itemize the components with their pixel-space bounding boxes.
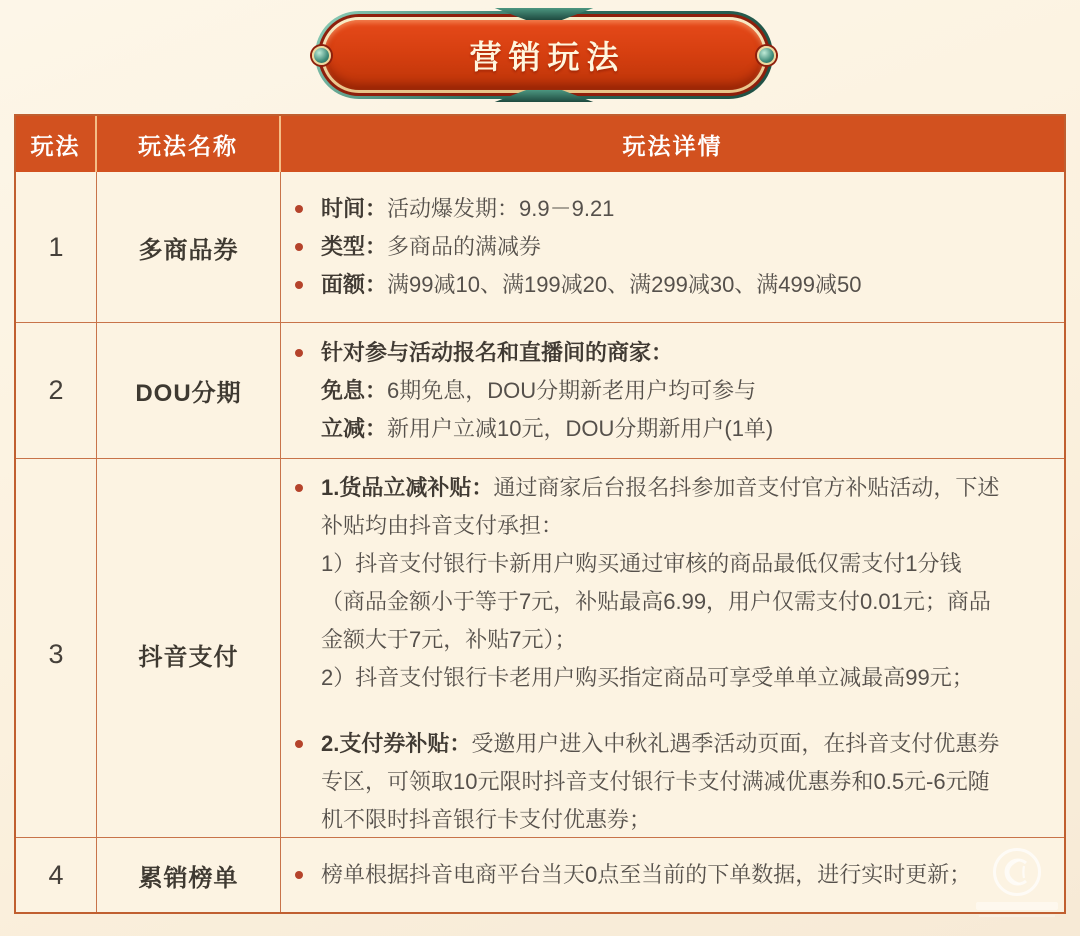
detail-value: 6期免息，DOU分期新老用户均可参与 [387,377,757,403]
table-header-row [16,116,1064,172]
bullet-spacer [295,372,321,410]
detail-text [321,228,1002,266]
detail-paragraph [295,545,1002,659]
watermark [974,848,1060,910]
bullet-dot-icon [295,856,321,894]
detail-text [321,190,1002,228]
table-row [16,172,1064,323]
detail-value: 榜单根据抖音电商平台当天0点至当前的下单数据，进行实时更新； [321,862,972,887]
bullet-dot-icon [295,469,321,545]
detail-text [321,469,1002,545]
detail-label: 面额： [321,272,388,297]
detail-label: 1.货品立减补贴： [321,475,494,500]
bullet-dot-icon [295,871,303,879]
detail-label: 类型： [321,234,388,259]
detail-label: 时间： [321,196,388,221]
bullet-dot-icon [295,334,321,372]
watermark-caption [976,902,1058,910]
table-body [16,172,1064,912]
play-detail [281,323,1064,458]
detail-value: 2）抖音支付银行卡老用户购买指定商品可享受单单立减最高99元； [321,665,974,690]
bullet-dot-icon [295,281,303,289]
row-number: 4 [16,838,97,912]
play-detail [281,459,1064,849]
banner [318,14,770,96]
detail-paragraph [295,856,1002,894]
bullet-dot-icon [295,349,303,357]
play-detail [281,172,1064,322]
row-number: 2 [16,323,97,458]
detail-text [321,725,1002,839]
detail-value: 多商品的满减券 [387,234,542,259]
detail-text [321,410,1002,448]
bullet-dot-icon [295,266,321,304]
row-number: 1 [16,172,97,322]
detail-paragraph [295,372,1002,410]
detail-value: 满99减10、满199减20、满299减30、满499减50 [387,272,862,297]
bullet-dot-icon [295,228,321,266]
detail-value: 受邀用户进入中秋礼遇季活动页面，在抖音支付优惠券专区，可领取10元限时抖音支付银行卡支付满减优惠券和0.5元-6元随机不限时抖音银行卡支付优惠券； [321,731,1000,832]
header-cell-playtype: 玩法 [16,116,97,172]
bullet-dot-icon [295,484,303,492]
detail-label: 2.支付券补贴： [321,731,472,756]
detail-paragraph [295,266,1002,304]
table-row [16,323,1064,459]
bullet-dot-icon [295,725,321,839]
detail-text [321,372,1002,410]
bullet-dot-icon [295,205,303,213]
globe-watermark-icon [993,848,1041,896]
detail-label: 针对参与活动报名和直播间的商家： [321,339,674,365]
detail-label: 立减： [321,415,388,441]
bullet-spacer [295,410,321,448]
detail-text [321,334,1002,372]
detail-value: 活动爆发期：9.9－9.21 [387,196,615,221]
detail-paragraph [295,469,1002,545]
bullet-dot-icon [295,740,303,748]
bullet-dot-icon [295,190,321,228]
detail-paragraph [295,228,1002,266]
table-row [16,838,1064,912]
detail-paragraph [295,190,1002,228]
detail-paragraph [295,725,1002,839]
detail-text [321,266,1002,304]
play-detail [281,838,1064,912]
detail-paragraph [295,334,1002,372]
detail-value: 1）抖音支付银行卡新用户购买通过审核的商品最低仅需支付1分钱（商品金额小于等于7元，补贴最高6.99，用户仅需支付0.01元；商品金额大于7元，补贴7元）； [321,551,991,652]
row-number: 3 [16,459,97,849]
detail-paragraph [295,659,1002,697]
play-name: DOU分期 [97,323,281,458]
marketing-table [14,114,1066,914]
detail-value: 新用户立减10元，DOU分期新用户(1单) [387,415,774,441]
bullet-dot-icon [295,243,303,251]
detail-text [321,659,1002,697]
gem-icon [757,46,776,65]
detail-value: 通过商家后台报名抖参加音支付官方补贴活动，下述补贴均由抖音支付承担： [321,475,1000,538]
table-row [16,459,1064,838]
bullet-spacer [295,545,321,659]
play-name: 抖音支付 [97,459,281,849]
gem-icon [312,46,331,65]
header-cell-playdetail: 玩法详情 [622,132,723,159]
play-name: 累销榜单 [97,838,281,912]
detail-text [321,545,1002,659]
bullet-spacer [295,659,321,697]
detail-paragraph [295,410,1002,448]
detail-text [321,856,1002,894]
page-title: 营销玩法 [469,39,626,75]
play-name: 多商品券 [97,172,281,322]
header-cell-playname: 玩法名称 [97,116,281,172]
detail-label: 免息： [321,377,388,403]
